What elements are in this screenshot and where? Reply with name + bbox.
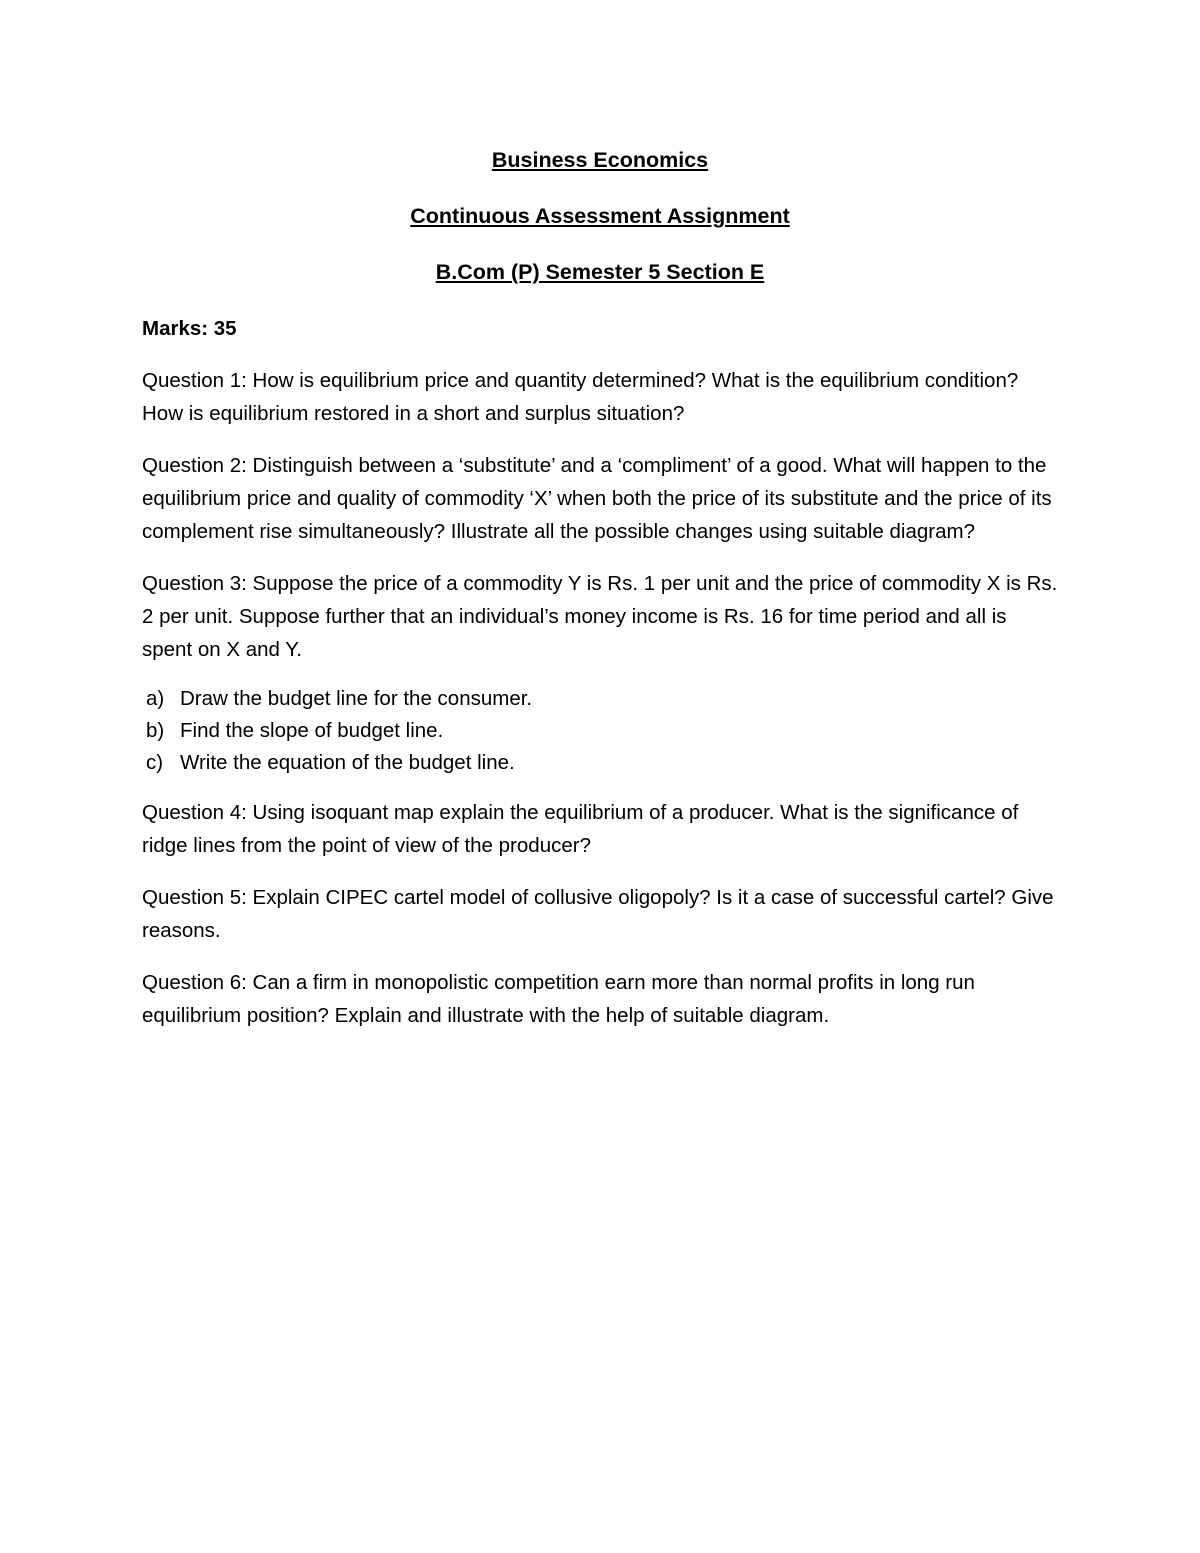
- document-body: [142, 144, 1062, 1051]
- marks-label: Marks: 35: [142, 317, 237, 340]
- part-letter: a): [146, 687, 165, 710]
- part-letter: c): [146, 751, 164, 774]
- document-subtitle: Continuous Assessment Assignment: [410, 204, 790, 228]
- course-heading: B.Com (P) Semester 5 Section E: [435, 260, 765, 284]
- part-text: Draw the budget line for the consumer.: [180, 687, 533, 710]
- question-1: Question 1: How is equilibrium price and quantity determined? What is the equilibrium condition? How is equilibrium restored in a short and surplus situation?: [142, 369, 1019, 425]
- question-3-part-b: [142, 715, 1062, 747]
- question-4: Question 4: Using isoquant map explain the equilibrium of a producer. What is the significance of ridge lines from the point of view of the producer?: [142, 801, 1019, 857]
- question-6: Question 6: Can a firm in monopolistic competition earn more than normal profits in long run equilibrium position? Explain and illustrate with the help of suitable diagram.: [142, 971, 975, 1027]
- part-text: Write the equation of the budget line.: [180, 751, 515, 774]
- question-3: Question 3: Suppose the price of a commodity Y is Rs. 1 per unit and the price of commodity X is Rs. 2 per unit. Suppose further that an individual’s money income is Rs. 16 for time period and all is spent on X and Y.: [142, 572, 1058, 661]
- document-title: Business Economics: [491, 148, 709, 172]
- question-3-part-c: [142, 747, 1062, 779]
- part-letter: b): [146, 719, 165, 742]
- question-3-parts: [142, 683, 1062, 779]
- question-5: Question 5: Explain CIPEC cartel model of collusive oligopoly? Is it a case of successful cartel? Give reasons.: [142, 886, 1054, 942]
- question-2: Question 2: Distinguish between a ‘substitute’ and a ‘compliment’ of a good. What will happen to the equilibrium price and quality of commodity ‘X’ when both the price of its substitute and the price of its complement rise simultaneously? Illustrate all the possible changes using suitable diagram?: [142, 454, 1052, 543]
- part-text: Find the slope of budget line.: [180, 719, 444, 742]
- question-3-part-a: [142, 683, 1062, 715]
